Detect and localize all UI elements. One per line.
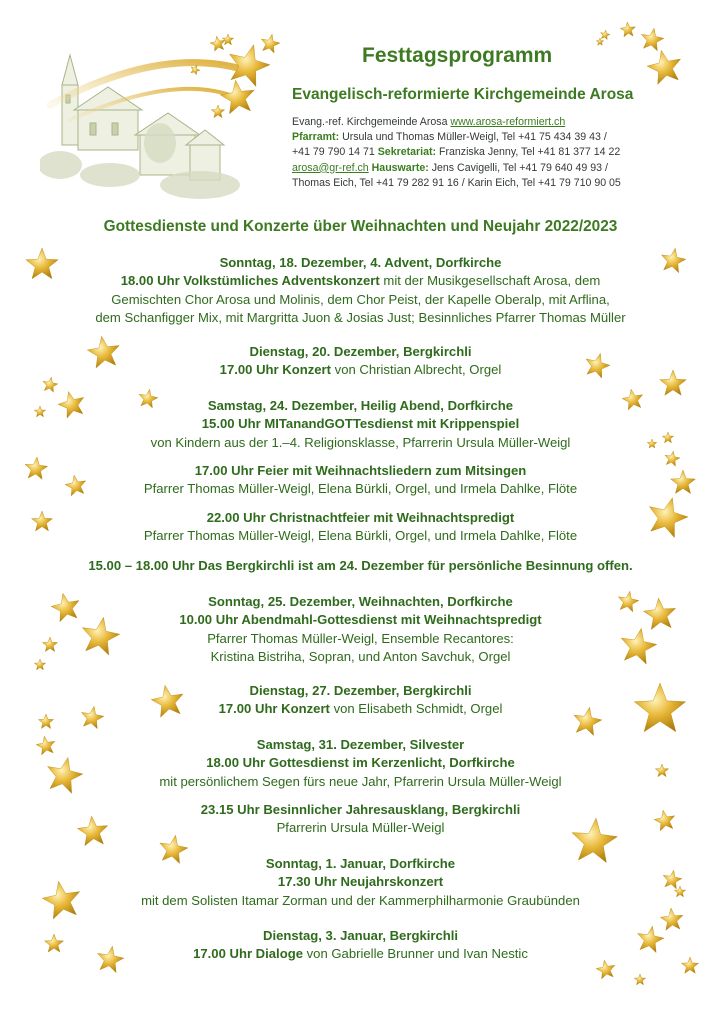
- hauswarte-text-2: Thomas Eich, Tel +41 79 282 91 16 / Karin Eich, Tel +41 79 710 90 05: [292, 176, 621, 189]
- event-date: Dienstag, 20. Dezember, Bergkirchli: [249, 344, 472, 359]
- event-title: 15.00 – 18.00 Uhr Das Bergkirchli ist am 24. Dezember für persönliche Besinnung offen.: [88, 558, 633, 573]
- event-date: Dienstag, 3. Januar, Bergkirchli: [262, 928, 459, 943]
- hauswarte-label: Hauswarte:: [371, 161, 429, 174]
- website-link[interactable]: www.arosa-reformiert.ch: [450, 116, 566, 128]
- event-detail: Gemischten Chor Arosa und Molinis, dem Chor Peist, der Kapelle Oberalp, mit Arflina,: [111, 291, 610, 307]
- gold-star-icon: [641, 28, 664, 51]
- sekretariat-label: Sekretariat:: [377, 146, 437, 159]
- event-item: [0, 343, 721, 380]
- page-subtitle: Evangelisch-reformierte Kirchgemeinde Arosa: [292, 86, 634, 103]
- hauswarte-text: Jens Cavigelli, Tel +41 79 640 49 93 /: [431, 161, 608, 174]
- event-date: Sonntag, 25. Dezember, Weihnachten, Dorfkirche: [208, 594, 513, 609]
- event-title: 18.00 Uhr Gottesdienst im Kerzenlicht, Dorfkirche: [206, 755, 515, 771]
- main-heading: Gottesdienste und Konzerte über Weihnachten und Neujahr 2022/2023: [103, 218, 618, 235]
- event-title: 10.00 Uhr Abendmahl-Gottesdienst mit Weihnachtspredigt: [179, 612, 542, 628]
- event-detail: Pfarrer Thomas Müller-Weigl, Elena Bürkli, Orgel, und Irmela Dahlke, Flöte: [143, 528, 578, 544]
- pfarramt-label: Pfarramt:: [292, 131, 340, 144]
- event-date: Dienstag, 27. Dezember, Bergkirchli: [249, 683, 472, 698]
- gold-star-icon: [601, 30, 610, 39]
- event-date: Sonntag, 18. Dezember, 4. Advent, Dorfkirche: [219, 255, 502, 270]
- email-link[interactable]: arosa@gr-ref.ch: [292, 161, 369, 174]
- gold-star-icon: [647, 50, 681, 84]
- event-title: 17.00 Uhr Feier mit Weihnachtsliedern zum Mitsingen: [194, 463, 527, 478]
- event-item: [0, 254, 721, 328]
- church-sketch-icon: [40, 25, 310, 210]
- event-detail: von Elisabeth Schmidt, Orgel: [333, 701, 503, 717]
- contact-block: [292, 115, 692, 191]
- gold-star-icon: [634, 974, 645, 985]
- event-date: Samstag, 24. Dezember, Heilig Abend, Dorfkirche: [207, 398, 514, 413]
- event-detail: mit persönlichem Segen fürs neue Jahr, Pfarrerin Ursula Müller-Weigl: [159, 773, 562, 789]
- event-title: 15.00 Uhr MITanandGOTTesdienst mit Krippenspiel: [201, 416, 520, 432]
- event-item: [0, 462, 721, 499]
- event-title: 17.30 Uhr Neujahrskonzert: [277, 874, 444, 890]
- event-detail: mit dem Solisten Itamar Zorman und der Kammerphilharmonie Graubünden: [141, 892, 580, 908]
- event-date: Sonntag, 1. Januar, Dorfkirche: [265, 856, 456, 871]
- event-title: 23.15 Uhr Besinnlicher Jahresausklang, Bergkirchli: [200, 802, 521, 817]
- event-title: 18.00 Uhr Volkstümliches Adventskonzert: [120, 273, 380, 289]
- event-item: [0, 855, 721, 910]
- pfarramt-text: Ursula und Thomas Müller-Weigl, Tel +41 75 434 39 43 /: [342, 131, 607, 144]
- org-label: Evang.-ref. Kirchgemeinde Arosa: [292, 116, 448, 128]
- event-detail: von Christian Albrecht, Orgel: [334, 362, 502, 378]
- event-title: 17.00 Uhr Konzert: [218, 701, 330, 717]
- event-title: 17.00 Uhr Konzert: [219, 362, 332, 378]
- event-detail: von Gabrielle Brunner und Ivan Nestic: [306, 946, 528, 962]
- event-item: [0, 509, 721, 546]
- gold-star-icon: [596, 38, 604, 45]
- page-title: Festtagsprogramm: [362, 44, 553, 67]
- event-item: [0, 927, 721, 964]
- event-item: [0, 593, 721, 667]
- event-detail: dem Schanfigger Mix, mit Margritta Juon & Josias Just; Besinnliches Pfarrer Thomas Müller: [95, 310, 626, 326]
- event-title: 22.00 Uhr Christnachtfeier mit Weihnachtspredigt: [206, 510, 515, 525]
- pfarramt-phone: +41 79 790 14 71: [292, 146, 375, 159]
- event-detail: von Kindern aus der 1.–4. Religionsklasse, Pfarrerin Ursula Müller-Weigl: [150, 434, 571, 450]
- event-detail: Pfarrer Thomas Müller-Weigl, Elena Bürkli, Orgel, und Irmela Dahlke, Flöte: [143, 481, 578, 497]
- event-item: [0, 682, 721, 719]
- event-detail: Kristina Bistriha, Sopran, und Anton Savchuk, Orgel: [210, 649, 511, 665]
- event-detail: mit der Musikgesellschaft Arosa, dem: [383, 273, 601, 289]
- event-date: Samstag, 31. Dezember, Silvester: [256, 737, 465, 752]
- event-item: [0, 557, 721, 575]
- sekretariat-text: Franziska Jenny, Tel +41 81 377 14 22: [438, 146, 621, 159]
- gold-star-icon: [620, 22, 635, 37]
- event-item: [0, 801, 721, 838]
- event-title: 17.00 Uhr Dialoge: [193, 946, 303, 962]
- event-detail: Pfarrer Thomas Müller-Weigl, Ensemble Recantores:: [207, 630, 514, 646]
- event-detail: Pfarrerin Ursula Müller-Weigl: [276, 820, 445, 836]
- event-item: [0, 397, 721, 452]
- event-item: [0, 736, 721, 791]
